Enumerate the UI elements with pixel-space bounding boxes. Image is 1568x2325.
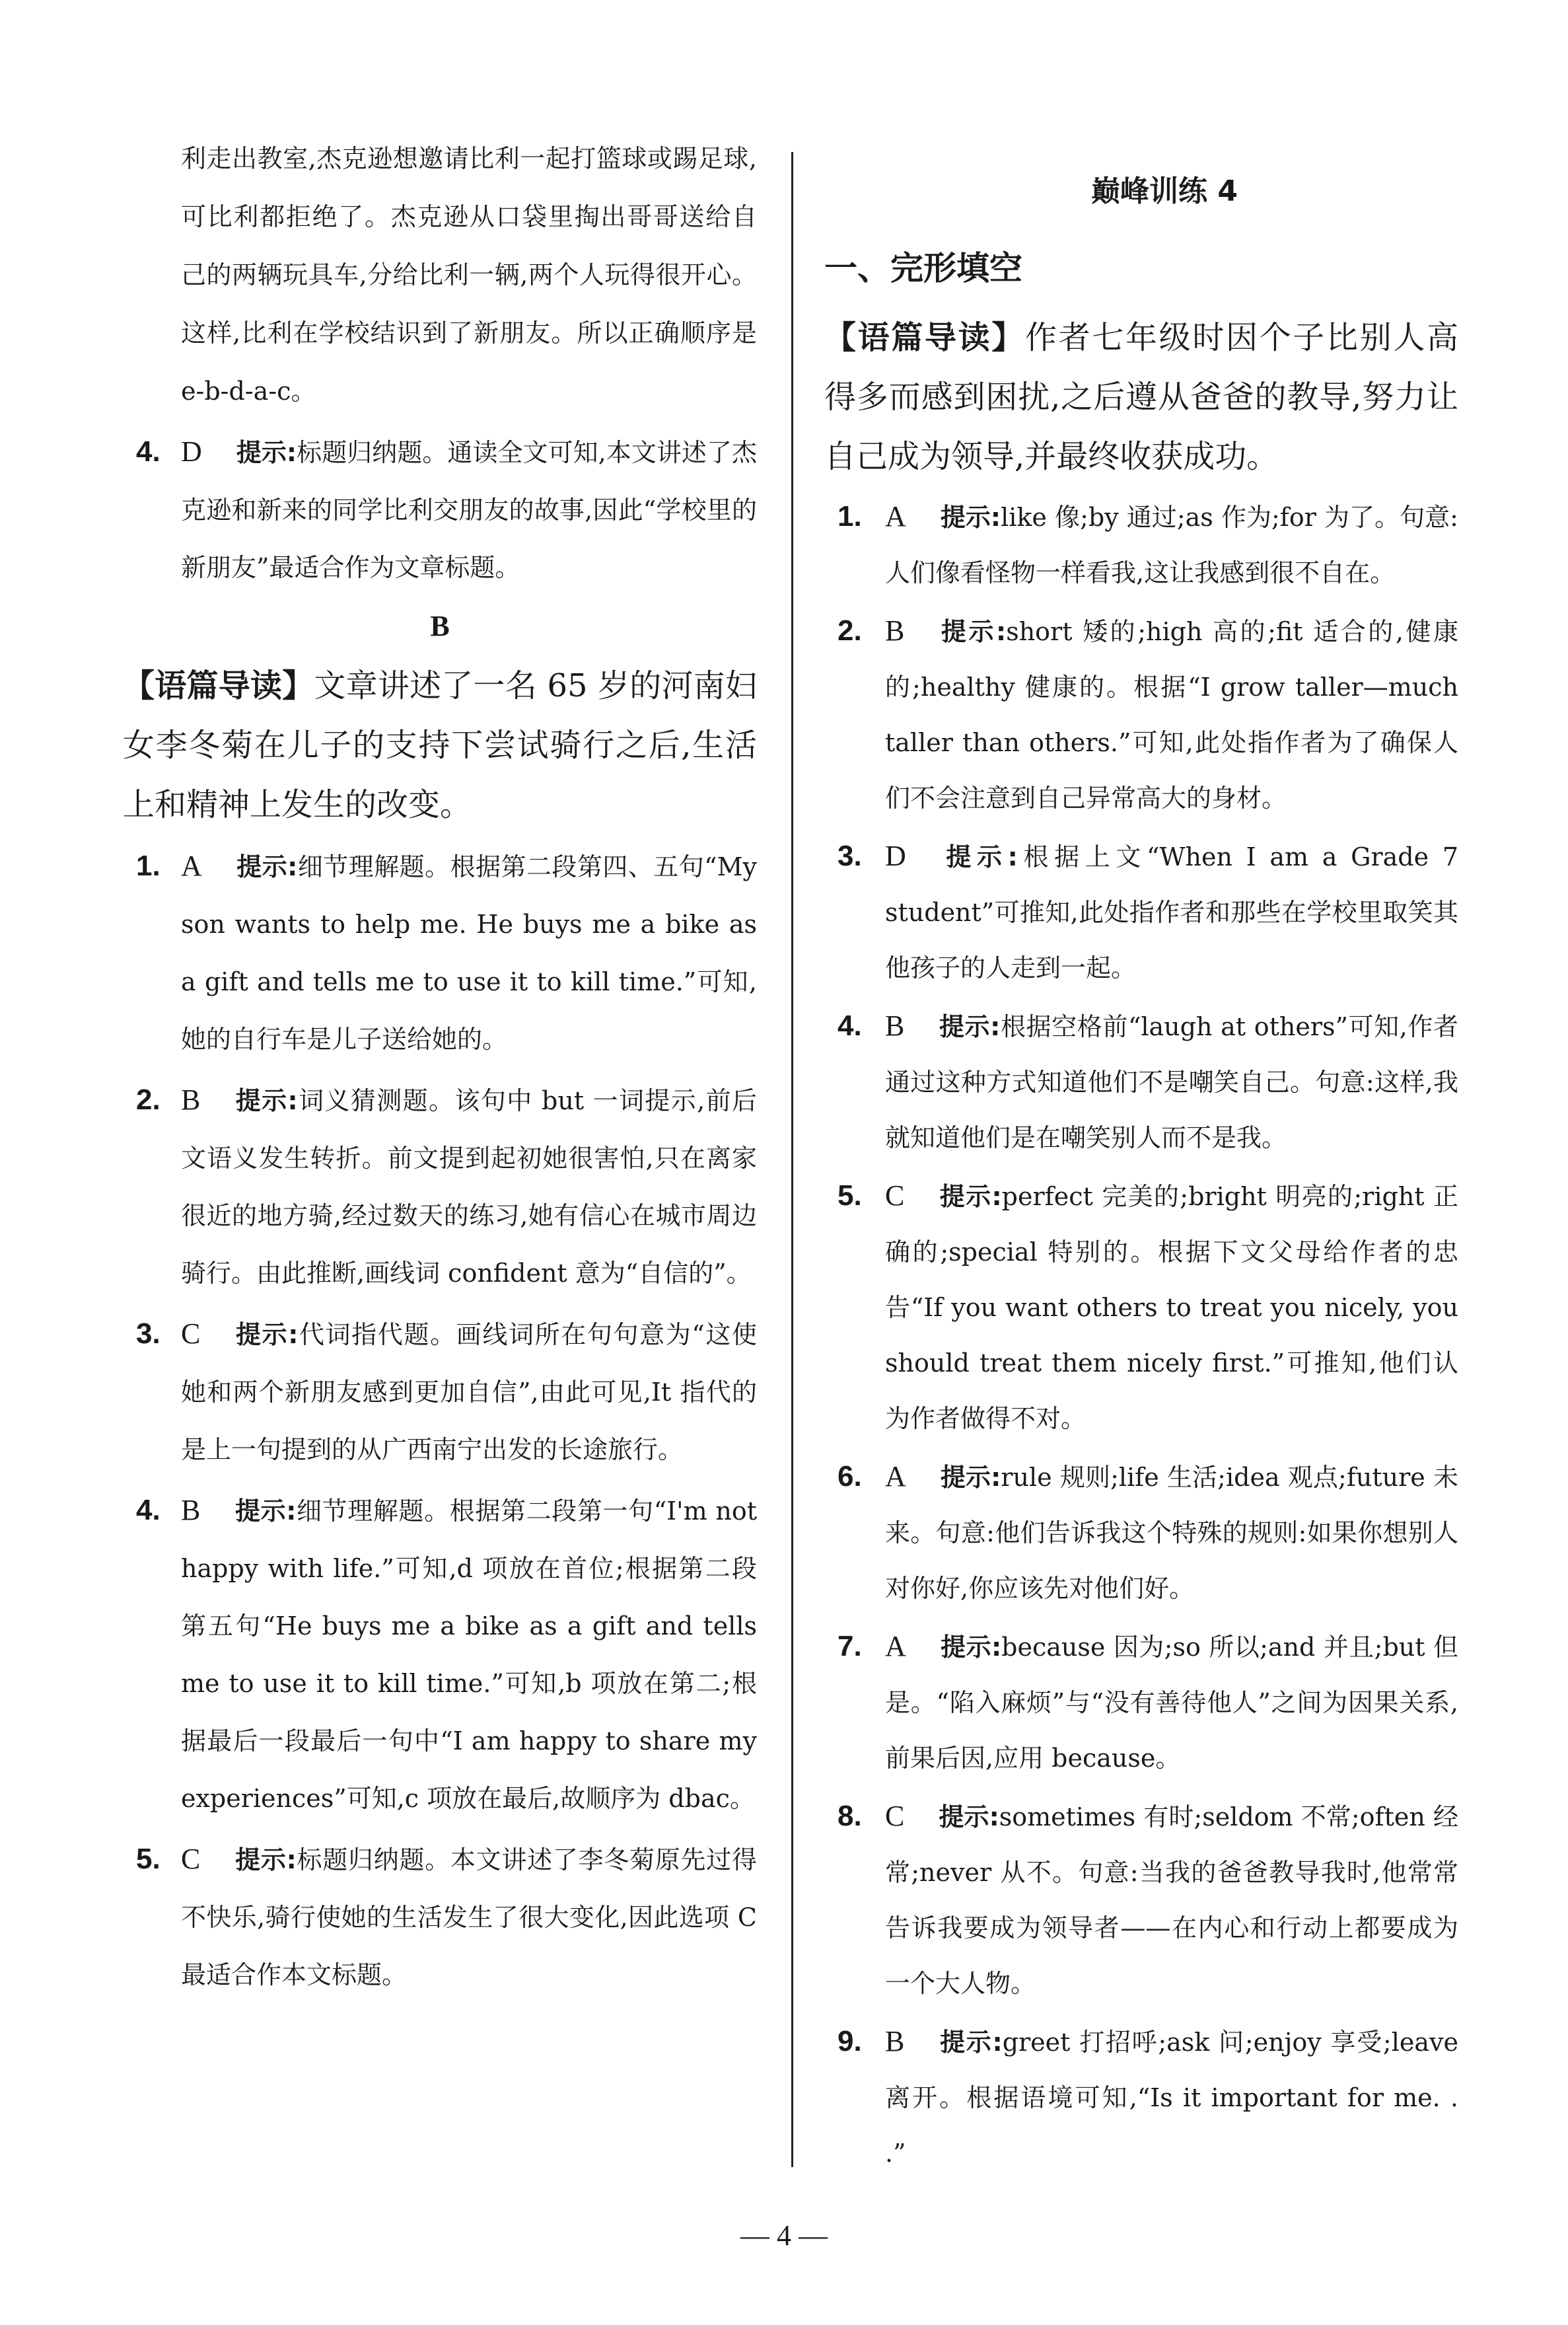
hint-text: 词义猜测题。该句中 but 一词提示,前后文语义发生转折。前文提到起初她很害怕,只在离家很近的地方骑,经过数天的练习,她有信心在城市周边骑行。由此推断,画线词 confident 意为“自信的”。 xyxy=(181,1086,757,1288)
item-number: 8. xyxy=(837,1800,862,1832)
answer-list xyxy=(123,837,757,2004)
column-divider xyxy=(791,152,793,2167)
hint-text: rule 规则;life 生活;idea 观点;future 未来。句意:他们告诉我这个特殊的规则:如果你想别人对你好,你应该先对他们好。 xyxy=(885,1463,1458,1603)
hint-label: 提示: xyxy=(939,2028,1003,2057)
hint-label: 提示: xyxy=(234,1086,298,1115)
item-answer: C xyxy=(181,1317,201,1350)
hint-label: 提示: xyxy=(234,1320,299,1349)
answer-item xyxy=(123,1305,757,1479)
hint-text: short 矮的;high 高的;fit 适合的,健康的;healthy 健康的。根据“I grow taller—much taller than others.”可知,此处指作者为了确保人们不会注意到自己异常高大的身材。 xyxy=(885,617,1458,813)
item-number: 9. xyxy=(837,2025,862,2057)
hint-text: 根据上文“When I am a Grade 7 student”可推知,此处指作者和那些在学校里取笑其他孩子的人走到一起。 xyxy=(885,842,1458,982)
item-number: 7. xyxy=(837,1630,862,1662)
hint-text: 细节理解题。根据第二段第四、五句“My son wants to help me. He buys me a bike as a gift and tells me to use it to kill time.”可知,她的自行车是儿子送给她的。 xyxy=(181,852,757,1054)
hint-label: 提示: xyxy=(234,1845,297,1874)
continuation-paragraph: 利走出教室,杰克逊想邀请比利一起打篮球或踢足球,可比利都拒绝了。杰克逊从口袋里掏出哥哥送给自己的两辆玩具车,分给比利一辆,两个人玩得很开心。这样,比利在学校结识到了新朋友。所以正确顺序是 e-b-d-a-c。 xyxy=(181,144,757,406)
hint-label: 提示: xyxy=(236,438,297,467)
item-number: 2. xyxy=(136,1084,160,1116)
item-answer: A xyxy=(181,850,202,882)
hint-text: sometimes 有时;seldom 不常;often 经常;never 从不。句意:当我的爸爸教导我时,他常常告诉我要成为领导者——在内心和行动上都要成为一个大人物。 xyxy=(885,1802,1458,1998)
answer-item xyxy=(123,1481,757,1827)
page-title: 巅峰训练 4 xyxy=(1091,174,1238,208)
passage-intro xyxy=(824,308,1458,486)
intro-text: 文章讲述了一名 65 岁的河南妇女李冬菊在儿子的支持下尝试骑行之后,生活上和精神上发生的改变。 xyxy=(123,667,757,823)
page-number: — 4 — xyxy=(740,2219,828,2252)
item-number: 5. xyxy=(837,1179,862,1212)
answer-item xyxy=(824,829,1458,996)
answer-item xyxy=(824,1789,1458,2011)
hint-text: because 因为;so 所以;and 并且;but 但是。“陷入麻烦”与“没有善待他人”之间为因果关系,前果后因,应用 because。 xyxy=(885,1633,1458,1773)
answer-item xyxy=(123,837,757,1068)
item-number: 1. xyxy=(136,850,160,882)
item-number: 4. xyxy=(136,1494,160,1526)
item-answer: B xyxy=(885,2025,905,2057)
answer-item xyxy=(123,1830,757,2004)
hint-label: 提示: xyxy=(236,852,298,881)
answer-item xyxy=(824,1619,1458,1786)
hint-label: 提示: xyxy=(939,617,1007,646)
answer-item xyxy=(824,998,1458,1165)
hint-label: 提示: xyxy=(940,1463,1001,1492)
item-number: 4. xyxy=(837,1010,862,1042)
item-answer: B xyxy=(885,614,905,647)
answer-list xyxy=(824,489,1458,2181)
item-number: 5. xyxy=(136,1843,160,1875)
hint-label: 提示: xyxy=(940,503,1001,532)
hint-label: 提示: xyxy=(940,842,1018,871)
section-heading: 一、完形填空 xyxy=(824,249,1022,287)
item-answer: B xyxy=(181,1084,201,1116)
left-column xyxy=(123,129,757,2004)
item-number: 4. xyxy=(136,435,160,468)
item-answer: A xyxy=(885,500,906,533)
answer-item xyxy=(123,423,757,597)
hint-label: 提示: xyxy=(940,1633,1002,1662)
item-number: 6. xyxy=(837,1460,862,1493)
answer-item xyxy=(123,1071,757,1302)
item-number: 1. xyxy=(837,500,862,533)
answer-item xyxy=(824,603,1458,826)
item-number: 2. xyxy=(837,614,862,647)
answer-item xyxy=(824,1449,1458,1616)
item-answer: D xyxy=(885,840,906,872)
passage-intro xyxy=(123,656,757,834)
hint-text: 标题归纳题。通读全文可知,本文讲述了杰克逊和新来的同学比利交朋友的故事,因此“学校里的新朋友”最适合作为文章标题。 xyxy=(181,438,757,582)
hint-label: 提示: xyxy=(939,1182,1002,1211)
answer-item xyxy=(824,1168,1458,1446)
hint-text: greet 打招呼;ask 问;enjoy 享受;leave 离开。根据语境可知,“Is it important for me. . .” xyxy=(885,2028,1458,2168)
right-column xyxy=(824,129,1458,2181)
item-number: 3. xyxy=(136,1317,160,1350)
hint-label: 提示: xyxy=(234,1496,297,1526)
item-answer: D xyxy=(181,435,202,468)
hint-label: 提示: xyxy=(939,1802,999,1831)
item-answer: A xyxy=(885,1630,906,1662)
hint-text: 根据空格前“laugh at others”可知,作者通过这种方式知道他们不是嘲笑自己。句意:这样,我就知道他们是在嘲笑别人而不是我。 xyxy=(885,1012,1459,1152)
hint-label: 提示: xyxy=(939,1012,1001,1041)
hint-text: 细节理解题。根据第二段第一句“I'm not happy with life.”可知,d 项放在首位;根据第二段第五句“He buys me a bike as a gift and tells me to use it to kill time.”可知,b 项放在第二;根据最后一段最后一句中“I am happy to share my experiences”可知,c 项放在最后,故顺序为 dbac。 xyxy=(181,1496,757,1813)
intro-tag: 【语篇导读】 xyxy=(824,319,1025,356)
intro-text: 作者七年级时因个子比别人高得多而感到困扰,之后遵从爸爸的教导,努力让自己成为领导,并最终收获成功。 xyxy=(824,319,1458,475)
hint-text: 代词指代题。画线词所在句句意为“这使她和两个新朋友感到更加自信”,由此可见,It 指代的是上一句提到的从广西南宁出发的长途旅行。 xyxy=(181,1320,757,1464)
item-answer: C xyxy=(885,1800,905,1832)
item-answer: C xyxy=(181,1843,201,1875)
item-answer: A xyxy=(885,1460,906,1493)
intro-tag: 【语篇导读】 xyxy=(123,667,314,704)
hint-text: perfect 完美的;bright 明亮的;right 正确的;special 特别的。根据下文父母给作者的忠告“If you want others to treat you nicely, you should treat them nicely first.”可推知,他们认为作者做得不对。 xyxy=(885,1182,1459,1433)
hint-text: like 像;by 通过;as 作为;for 为了。句意:人们像看怪物一样看我,这让我感到很不自在。 xyxy=(885,503,1458,587)
answer-item xyxy=(824,489,1458,601)
item-answer: B xyxy=(885,1010,905,1042)
section-heading-b: B xyxy=(430,610,450,642)
hint-text: 标题归纳题。本文讲述了李冬菊原先过得不快乐,骑行使她的生活发生了很大变化,因此选项 C 最适合作本文标题。 xyxy=(181,1845,757,1989)
item-answer: C xyxy=(885,1179,905,1212)
answer-item xyxy=(824,2014,1458,2181)
item-answer: B xyxy=(181,1494,201,1526)
item-number: 3. xyxy=(837,840,862,872)
